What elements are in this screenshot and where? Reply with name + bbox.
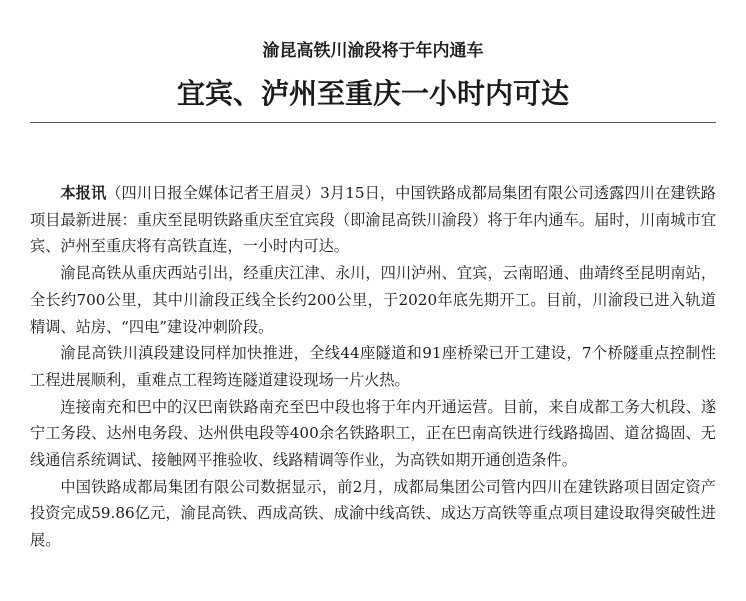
paragraph-text: （四川日报全媒体记者王眉灵）3月15日，中国铁路成都局集团有限公司透露四川在建铁路项目最新进展：重庆至昆明铁路重庆至宜宾段（即渝昆高铁川渝段）将于年内通车。届时，川南城市宜宾、泸州至重庆将有高铁直连，一小时内可达。 xyxy=(30,184,716,256)
paragraph-2: 渝昆高铁从重庆西站引出，经重庆江津、永川，四川泸州、宜宾，云南昭通、曲靖终至昆明南站，全长约700公里，其中川渝段正线全长约200公里，于2020年底先期开工。目前，川渝段已进入轨道精调、站房、“四电”建设冲刺阶段。 xyxy=(30,264,716,336)
paragraph-3: 渝昆高铁川滇段建设同样加快推进，全线44座隧道和91座桥梁已开工建设，7个桥隧重点控制性工程进展顺利，重难点工程筠连隧道建设现场一片火热。 xyxy=(30,344,716,389)
paragraph-4: 连接南充和巴中的汉巴南铁路南充至巴中段也将于年内开通运营。目前，来自成都工务大机段、遂宁工务段、达州电务段、达州供电段等400余名铁路职工，正在巴南高铁进行线路捣固、道岔捣固、无线通信系统调试、接触网平推验收、线路精调等作业，为高铁如期开通创造条件。 xyxy=(30,397,716,470)
article-title: 宜宾、泸州至重庆一小时内可达 xyxy=(176,77,569,110)
article-subtitle: 渝昆高铁川渝段将于年内通车 xyxy=(262,41,484,61)
title-divider xyxy=(30,122,716,123)
article-body xyxy=(30,180,716,554)
paragraph-1 xyxy=(30,180,716,260)
paragraph-5: 中国铁路成都局集团有限公司数据显示，前2月，成都局集团公司管内四川在建铁路项目固定资产投资完成59.86亿元，渝昆高铁、西成高铁、成渝中线高铁、成达万高铁等重点项目建设取得突破性进展。 xyxy=(30,477,716,550)
lead-label: 本报讯 xyxy=(60,184,107,202)
